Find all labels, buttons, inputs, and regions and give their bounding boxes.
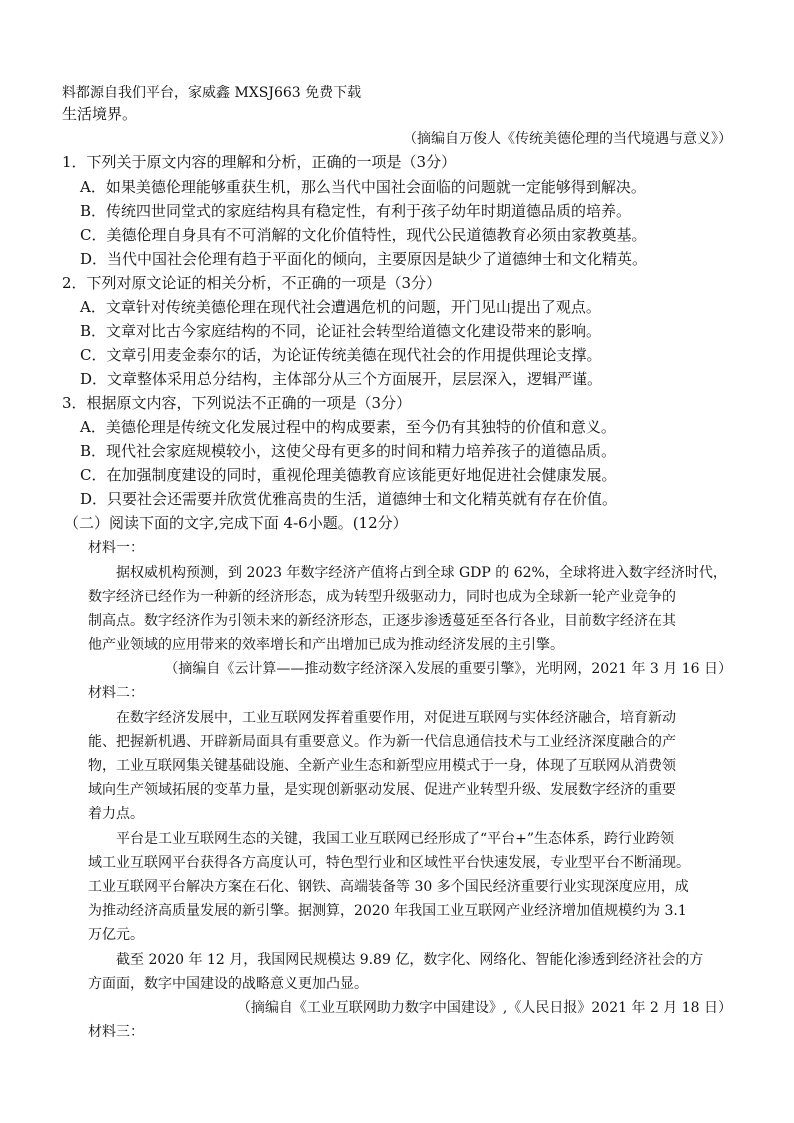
- source-citation-1: （摘编自万俊人《传统美德伦理的当代境遇与意义》）: [403, 131, 732, 147]
- question-1-option-a: A．如果美德伦理能够重获生机，那么当代中国社会面临的问题就一定能够得到解决。: [80, 178, 646, 196]
- material-1-line-2: 数字经济已经作为一种新的经济形态，成为转型升级驱动力，同时也成为全球新一轮产业竞争的: [88, 589, 676, 605]
- material-2-p2-line-2: 域工业互联网平台获得各方高度认可，特色型行业和区域性平台快速发展，专业型平台不断涌现。: [88, 855, 690, 871]
- question-2-option-d: D．文章整体采用总分结构，主体部分从三个方面展开，层层深入，逻辑严谨。: [80, 370, 603, 388]
- question-1-option-b: B．传统四世同堂式的家庭结构具有稳定性，有利于孩子幼年时期道德品质的培养。: [80, 202, 632, 220]
- material-1-source: （摘编自《云计算——推动数字经济深入发展的重要引擎》，光明网，2021 年 3 月 16 日）: [164, 661, 732, 677]
- question-3-option-d: D．只要社会还需要并欣赏优雅高贵的生活，道德绅士和文化精英就有存在价值。: [80, 490, 618, 508]
- material-1-line-3: 制高点。数字经济作为引领未来的新经济形态，正逐步渗透蔓延至各行各业，目前数字经济在其: [88, 613, 676, 629]
- material-2-p2-line-3: 工业互联网平台解决方案在石化、钢铁、高端装备等 30 多个国民经济重要行业实现深度应用，成: [88, 879, 689, 895]
- material-2-p1-line-1: 在数字经济发展中，工业互联网发挥着重要作用，对促进互联网与实体经济融合，培育新动: [116, 710, 676, 726]
- question-2-option-b: B．文章对比古今家庭结构的不同，论证社会转型给道德文化建设带来的影响。: [80, 322, 602, 340]
- material-2-p3-line-2: 方面面，数字中国建设的战略意义更加凸显。: [88, 976, 368, 992]
- material-2-p1-line-2: 能、把握新机遇、开辟新局面具有重要意义。作为新一代信息通信技术与工业经济深度融合的产: [88, 734, 676, 750]
- question-3-option-a: A．美德伦理是传统文化发展过程中的构成要素，至今仍有其独特的价值和意义。: [80, 418, 616, 436]
- material-2-p1-line-4: 域向生产领域拓展的变革力量，是实现创新驱动发展、促进产业转型升级、发展数字经济的重要: [88, 782, 676, 798]
- watermark-text: 料都源自我们平台，家威鑫 MXSJ663 免费下载: [62, 85, 362, 101]
- material-3-label: 材料三：: [88, 1024, 144, 1040]
- material-2-p3-line-1: 截至 2020 年 12 月，我国网民规模达 9.89 亿，数字化、网络化、智能化渗透到经济社会的方: [116, 952, 704, 968]
- material-2-p1-line-3: 物，工业互联网集关键基础设施、全新产业生态和新型应用模式于一身，体现了互联网从消费领: [88, 758, 676, 774]
- material-2-source: （摘编自《工业互联网助力数字中国建设》,《人民日报》2021 年 2 月 18 日）: [236, 1000, 732, 1016]
- previous-paragraph-end: 生活境界。: [62, 105, 138, 123]
- material-1-line-1: 据权威机构预测，到 2023 年数字经济产值将占到全球 GDP 的 62%，全球将进入数字经济时代，: [116, 565, 727, 581]
- question-3-option-b: B．现代社会家庭规模较小，这使父母有更多的时间和精力培养孩子的道德品质。: [80, 442, 617, 460]
- question-2-option-c: C．文章引用麦金泰尔的话，为论证传统美德在现代社会的作用提供理论支撑。: [80, 346, 602, 364]
- question-3-option-c: C．在加强制度建设的同时，重视伦理美德教育应该能更好地促进社会健康发展。: [80, 466, 617, 484]
- material-2-p2-line-5: 万亿元。: [88, 927, 144, 943]
- material-2-p2-line-1: 平台是工业互联网生态的关键，我国工业互联网已经形成了“平台+”生态体系，跨行业跨领: [116, 831, 675, 847]
- material-2-p1-line-5: 着力点。: [88, 806, 144, 822]
- material-2-label: 材料二：: [88, 685, 144, 701]
- section-2-heading: （二）阅读下面的文字,完成下面 4-6小题。(12分）: [64, 514, 408, 532]
- question-1-option-c: C．美德伦理自身具有不可消解的文化价值特性，现代公民道德教育必须由家教奠基。: [80, 226, 647, 244]
- question-1-option-d: D．当代中国社会伦理有趋于平面化的倾向，主要原因是缺少了道德绅士和文化精英。: [80, 250, 648, 268]
- material-1-label: 材料一：: [88, 540, 144, 556]
- question-2-option-a: A．文章针对传统美德伦理在现代社会遭遇危机的问题，开门见山提出了观点。: [80, 298, 601, 316]
- question-3-stem: 3．根据原文内容，下列说法不正确的一项是（3分）: [62, 394, 412, 412]
- question-1-stem: 1．下列关于原文内容的理解和分析，正确的一项是（3分）: [62, 153, 457, 171]
- question-2-stem: 2．下列对原文论证的相关分析，不正确的一项是（3分）: [62, 274, 442, 292]
- material-2-p2-line-4: 为推动经济高质量发展的新引擎。据测算，2020 年我国工业互联网产业经济增加值规模约为 3.1: [88, 903, 687, 919]
- material-1-line-4: 他产业领域的应用带来的效率增长和产出增加已成为推动经济发展的主引擎。: [88, 637, 564, 653]
